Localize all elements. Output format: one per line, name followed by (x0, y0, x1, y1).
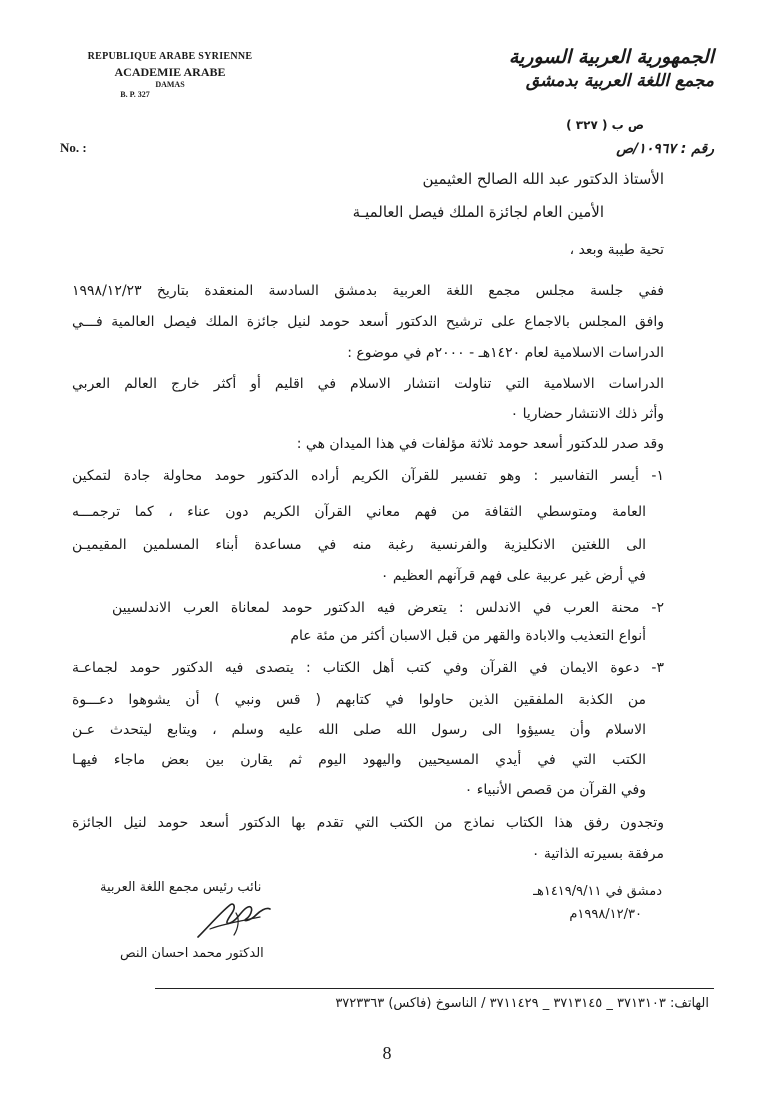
footer-divider (155, 988, 714, 989)
handwritten-signature (190, 895, 280, 945)
paragraph-line: وأثر ذلك الانتشار حضاريا ٠ (510, 406, 664, 422)
paragraph-line: ففي جلسة مجلس مجمع اللغة العربية بدمشق السادسة المنعقدة بتاريخ ١٩٩٨/١٢/٢٣ (72, 283, 664, 299)
signatory-name: الدكتور محمد احسان النص (120, 946, 264, 961)
letterhead-ar-pobox: ص ب ( ٣٢٧ ) (566, 118, 644, 132)
page-number: 8 (382, 1043, 392, 1063)
list-item-line: العامة ومتوسطي الثقافة من فهم معاني القرآن الكريم دون عناء ، كما ترجمـــه (72, 504, 646, 520)
list-item-line: وفي القرآن من قصص الأنبياء ٠ (464, 782, 646, 798)
paragraph-line: وتجدون رفق هذا الكتاب نماذج من الكتب التي تقدم بها الدكتور أسعد حومد لنيل الجائزة (72, 815, 664, 831)
signatory-title: نائب رئيس مجمع اللغة العربية (100, 880, 262, 895)
list-item-line: في أرض غير عربية على فهم قرآنهم العظيم ٠ (380, 568, 646, 584)
list-item-line: ٣- دعوة الايمان في القرآن وفي كتب أهل الكتاب : يتصدى فيه الدكتور حومد لجماعـة (72, 660, 664, 676)
list-item-line: ١- أيسر التفاسير : وهو تفسير للقرآن الكريم أراده الدكتور حومد محاولة جادة لتمكين (72, 468, 664, 484)
letterhead-po-box: B. P. 327 (120, 90, 150, 100)
letterhead-republic: REPUBLIQUE ARABE SYRIENNE (87, 51, 253, 62)
list-item-line: الى اللغتين الانكليزية والفرنسية رغبة منه في مساعدة أبناء المسلمين المقيميـن (72, 537, 646, 553)
list-item-line: الاسلام وأن يسيؤوا الى رسول الله صلى الله عليه وسلم ، ويتابع ليتحدث عـن (72, 722, 646, 738)
list-item-line: من الكذبة الملفقين الذين حاولوا في كتابهم ( قس ونبي ) أن يشوهوا دعـــوة (72, 692, 646, 708)
footer-contacts: الهاتف: ٣٧١٣١٠٣ _ ٣٧١٣١٤٥ _ ٣٧١١٤٢٩ / الناسوخ (فاكس) ٣٧٢٣٣٦٣ (335, 996, 709, 1011)
letterhead-ar-republic: الجمهورية العربية السورية (508, 46, 714, 68)
paragraph-line: وافق المجلس بالاجماع على ترشيح الدكتور أسعد حومد لنيل جائزة الملك فيصل العالمية فـــي (72, 314, 664, 330)
date-hijri: دمشق في ١٤١٩/٩/١١هـ (533, 884, 662, 899)
list-item-line: أنواع التعذيب والابادة والقهر من قبل الاسبان أكثر من مئة عام (290, 628, 646, 644)
letterhead-academy: ACADEMIE ARABE (114, 64, 226, 79)
list-item-line: ٢- محنة العرب في الاندلس : يتعرض فيه الدكتور حومد لمعاناة العرب الاندلسيين (112, 600, 664, 616)
date-block (533, 880, 662, 926)
addressee-title: الأمين العام لجائزة الملك فيصل العالميـة (352, 203, 604, 221)
letterhead-city: DAMAS (155, 79, 185, 89)
reference-number: رقم : ١٠٩٦٧/ص (616, 141, 714, 157)
date-gregorian: ١٩٩٨/١٢/٣٠م (569, 907, 642, 922)
paragraph-line: الدراسات الاسلامية لعام ١٤٢٠هـ - ٢٠٠٠م في موضوع : (347, 345, 664, 361)
paragraph-line: مرفقة بسيرته الذاتية ٠ (531, 846, 664, 862)
addressee-name: الأستاذ الدكتور عبد الله الصالح العثيمين (422, 170, 664, 188)
letterhead-ar-academy: مجمع اللغة العربية بدمشق (525, 70, 714, 91)
list-item-line: الكتب التي في أيدي المسيحيين واليهود اليوم ثم يقارن بين بعض ماجاء فيهـا (72, 752, 646, 768)
number-label: No. : (60, 140, 87, 155)
greeting: تحية طيبة وبعد ، (569, 242, 664, 258)
paragraph-line: وقد صدر للدكتور أسعد حومد ثلاثة مؤلفات في هذا الميدان هي : (296, 436, 664, 452)
paragraph-line: الدراسات الاسلامية التي تناولت انتشار الاسلام في اقليم أو أكثر خارج العالم العربي (72, 376, 664, 392)
